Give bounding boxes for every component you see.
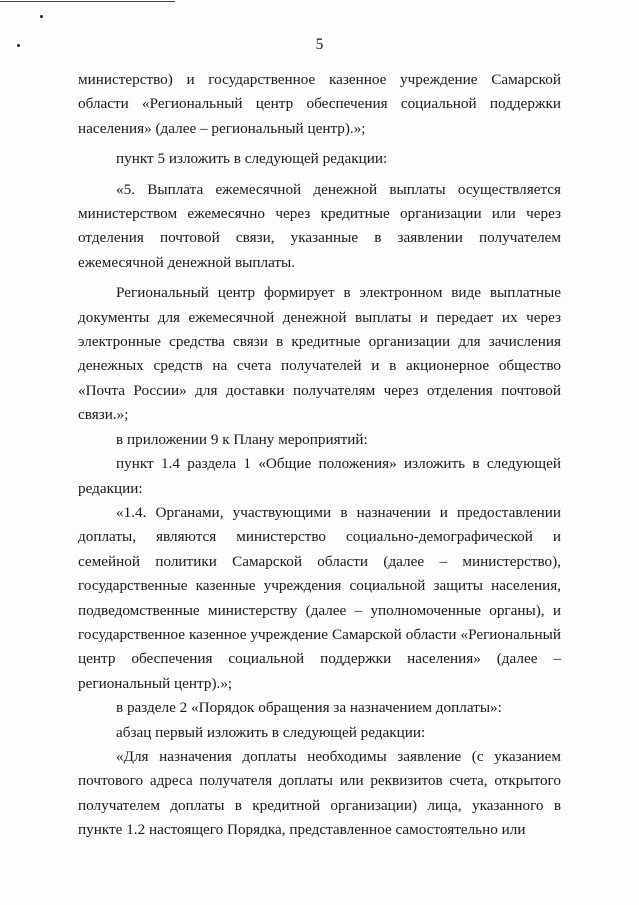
paragraph: абзац первый изложить в следующей редакции:: [116, 723, 426, 741]
paragraph: пункт 1.4 раздела 1 «Общие положения» изложить в следующей редакции:: [78, 455, 561, 497]
scan-speck: [40, 15, 43, 18]
document-body: [78, 68, 561, 843]
paragraph: «Для назначения доплаты необходимы заявление (с указанием почтового адреса получателя доплаты или реквизитов счета, открытого получателем доплаты в кредитной организации) лица, указанного в пункте 1.2 настоящего Порядка, представленное самостоятельно или: [78, 747, 561, 839]
paragraph: пункт 5 изложить в следующей редакции:: [116, 150, 388, 168]
paragraph: Региональный центр формирует в электронном виде выплатные документы для ежемесячной денежной выплаты и передает их через электронные средства связи в кредитные организации для зачисления денежных средств на счета получателей и в акционерное общество «Почта России» для доставки получателям через отделения почтовой связи.»;: [78, 284, 561, 424]
page-number: 5: [315, 36, 324, 53]
paragraph: в разделе 2 «Порядок обращения за назначением доплаты»:: [116, 699, 502, 717]
paragraph: в приложении 9 к Плану мероприятий:: [116, 430, 368, 448]
scan-artifact-line: [0, 1, 175, 2]
paragraph: министерство) и государственное казенное учреждение Самарской области «Региональный центр обеспечения социальной поддержки населения» (далее – региональный центр).»;: [78, 71, 561, 137]
paragraph: «1.4. Органами, участвующими в назначении и предоставлении доплаты, являются министерство социально-демографической и семейной политики Самарской области (далее – министерство), государственные казенные учреждения социальной защиты населения, подведомственные министерству (далее – уполномоченные органы), и государственное казенное учреждение Самарской области «Региональный центр обеспечения социальной поддержки населения» (далее – региональный центр).»;: [78, 503, 561, 692]
paragraph: «5. Выплата ежемесячной денежной выплаты осуществляется министерством ежемесячно через кредитные организации или через отделения почтовой связи, указанные в заявлении получателем ежемесячной денежной выплаты.: [78, 180, 561, 271]
